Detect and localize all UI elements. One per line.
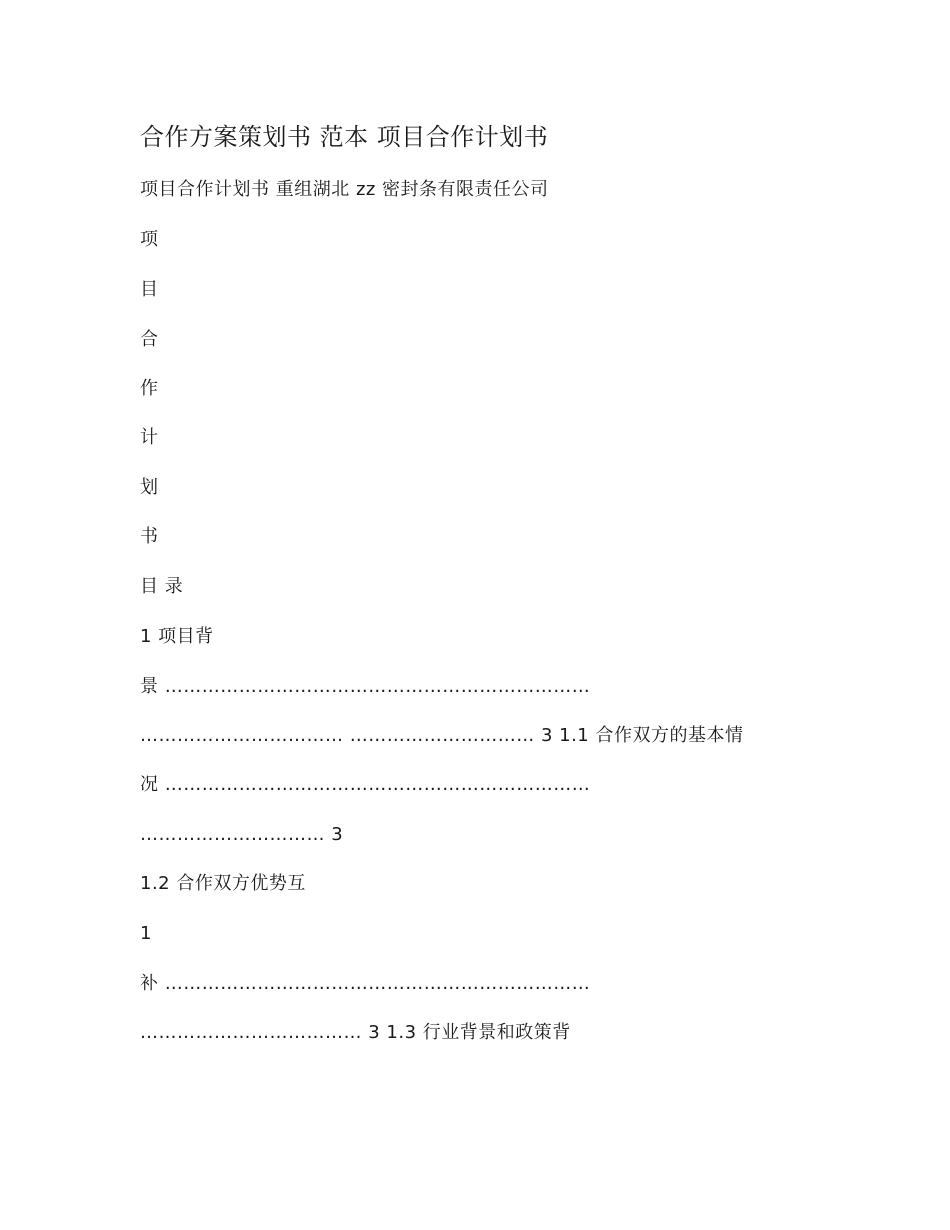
vertical-char-shu: 书 (140, 526, 159, 547)
vertical-char-mu: 目 (140, 279, 159, 300)
toc-entry-1-1-page: ………………………… 3 (140, 824, 344, 845)
toc-entry-1-3: ……………………………… 3 1.3 行业背景和政策背 (140, 1022, 571, 1043)
toc-entry-1-2-num: 1 (140, 923, 152, 944)
vertical-char-he: 合 (140, 329, 159, 350)
vertical-char-xiang: 项 (140, 229, 159, 250)
toc-entry-1-1: …………………………… ………………………… 3 1.1 合作双方的基本情 (140, 725, 744, 746)
toc-heading: 目 录 (140, 576, 184, 597)
toc-entry-1-leader: 景 …………………………………………………………… (140, 676, 591, 697)
toc-entry-1-1-leader: 况 …………………………………………………………… (140, 774, 591, 795)
document-title: 合作方案策划书 范本 项目合作计划书 (140, 123, 549, 151)
toc-entry-1: 1 项目背 (140, 626, 214, 647)
vertical-char-zuo: 作 (140, 378, 159, 399)
vertical-char-hua: 划 (140, 477, 159, 498)
toc-entry-1-2-leader: 补 …………………………………………………………… (140, 973, 591, 994)
toc-entry-1-2: 1.2 合作双方优势互 (140, 873, 306, 894)
subtitle-company: 项目合作计划书 重组湖北 zz 密封条有限责任公司 (140, 179, 549, 200)
vertical-char-ji: 计 (140, 427, 159, 448)
